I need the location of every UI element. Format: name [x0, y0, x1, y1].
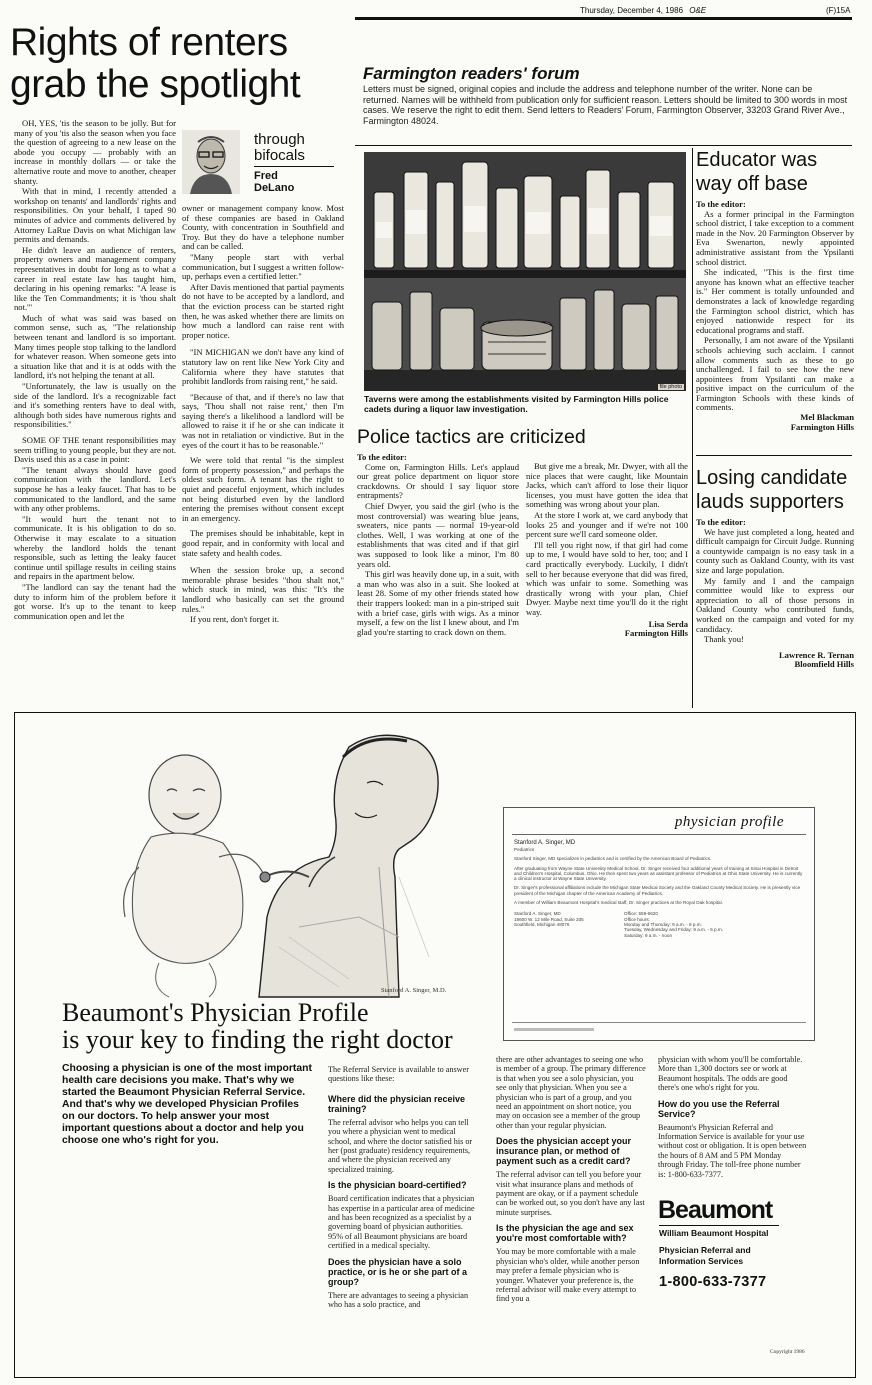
ad-headline-line-2: is your key to finding the right doctor — [62, 1025, 453, 1054]
renters-paragraph: "The tenant always should have good communication with the landlord. Let's suppose he has a leaky faucet. That has to be communicated to the landlord, and the same with any other problems. — [14, 464, 176, 514]
renters-headline-line-2: grab the spotlight — [10, 63, 301, 106]
profile-hours-line: Saturday: 9 a.m. - noon — [624, 932, 673, 938]
profile-card-body — [514, 840, 806, 938]
renters-paragraph: owner or management company know. Most of these companies are based in Oakland County, with concentration in Southfield and Troy. But they do have a telephone number and can be called. — [182, 204, 344, 252]
renters-paragraph: With that in mind, I recently attended a workshop on tenants' and landlords' rights and responsibilities. On your behalf, I taped 90 minutes of advice and comments delivered by Attorney LaRue Davis on what Michigan law permits and demands. — [14, 186, 176, 245]
doctor-baby-photo — [99, 717, 509, 999]
educator-salutation: To the editor: — [696, 199, 746, 209]
police-paragraph: Come on, Farmington Hills. Let's applaud our great police department on liquor store crackdowns. Or should I say liquor store entrapments? — [357, 461, 519, 501]
profile-card-title: physician profile — [674, 814, 784, 830]
ad-paragraph: The Referral Service is available to answer questions like these: — [328, 1065, 469, 1084]
ad-paragraph: The referral advisor who helps you can tell you where a physician went to medical school, and where the doctor satisfied his or her (post graduate) residency requirements, and where the physician received any specialized training. — [328, 1117, 473, 1174]
candidate-headline-line-2: lauds supporters — [696, 491, 844, 513]
service-name-line-2: Information Services — [659, 1256, 744, 1266]
ad-question: Is the physician the age and sex you're most comfortable with? — [496, 1223, 634, 1244]
profile-card-footer-mark — [514, 1028, 594, 1031]
renters-paragraph: Much of what was said was based on common sense, such as, "The relationship between tenant and landlord is so important. Many times people stop talking to the landlord for whatever reason. When someone gets into a situation like that and it is at odds with the landlord, it's not helping the tenant at all. — [14, 312, 176, 381]
ad-question: Is the physician board-certified? — [328, 1180, 467, 1191]
educator-paragraph: She indicated, "This is the first time anyone has known what an effective teacher is." Her comment is totally unfounded and demonstrates a lack of knowledge regarding the Farmington school district, which has enjoyed nationwide respect for its educational programs and staff. — [696, 267, 854, 335]
ad-question: How do you use the Referral Service? — [658, 1098, 780, 1119]
column-logo-rule — [254, 166, 334, 167]
copyright: Copyright 1986 — [770, 1349, 805, 1355]
date-text: Thursday, December 4, 1986 — [580, 6, 684, 15]
referral-phone[interactable]: 1-800-633-7377 — [659, 1274, 767, 1290]
renters-paragraph: "It would hurt the tenant not to communicate. It is his obligation to do so. Otherwise it may escalate to a situation whereby the landlord holds the tenant responsible, such as letting the leaky faucet continue until spillage results in ceiling stains and repairs in the apartment below. — [14, 513, 176, 582]
renters-paragraph: "Because of that, and if there's no law that says, 'Thou shall not raise rent,' then I'm saying there's a likelihood a landlord will be allowed to raise it if he or she can indicate it was not in retaliation or vindictive. But in the eyes of the court it has to be reasonable." — [182, 391, 344, 450]
renters-paragraph: "The landlord can say the tenant had the duty to inform him of the problem before it got worse. It's up to the tenant to keep communication open and let the — [14, 581, 176, 621]
profile-office-phone: Office: 559-6620 — [624, 911, 658, 917]
forum-notice: Letters must be signed, original copies and include the address and telephone number of the writer. None can be returned. Names will be withheld from publication only for sufficient reason. Letters should be limited to 300 words in most cases. We reserve the right to edit them. Send letters to Readers' Forum, Farmington Observer, 33203 Grand River Ave., Farmington 48024. — [363, 84, 848, 126]
police-column-1 — [357, 453, 519, 637]
column-name — [254, 132, 305, 164]
bottom-margin — [0, 1380, 872, 1385]
column-name-line-1: through — [254, 131, 305, 148]
ad-column-2 — [328, 1065, 478, 1310]
physician-profile-card — [503, 807, 815, 1041]
ad-intro: Choosing a physician is one of the most important health care decisions you make. That's why we started the Beaumont Physician Referral Service. And that's why we developed Physician Profiles on our doctors. To help answer your most important questions about a doctor and help you choose one who's right for you. — [62, 1063, 312, 1146]
profile-text-line: After graduating from Wayne State University Medical School, Dr. Singer received four additional years of training at Sinai Hospital in Detroit and Children's Hospital, Columbus, Ohio. He then spent two years as assistant professor of Pediatrics at Ohio State University. He is currently a clinical instructor at Wayne State University. — [514, 865, 803, 882]
police-column-2 — [526, 462, 688, 639]
renters-paragraph: After Davis mentioned that partial payments do not have to be accepted by a landlord, and that the eviction process can be started right then, he was asked whether there are limits on how much a landlord can raise rent with proper notice. — [182, 281, 344, 340]
ad-paragraph: Board certification indicates that a physician has expertise in a particular area of medicine and has been recognized as a specialist by a governing board of physician authorities. 95% of all Beaumont physicians are board certified in a medical specialty. — [328, 1194, 475, 1251]
profile-card-footer-rule — [512, 1022, 806, 1023]
police-signer-town: Farmington Hills — [624, 628, 688, 639]
profile-text-line: Dr. Singer's professional affiliations include the Michigan State Medical Society and the Oakland County Medical Society. He is presently vice president of the Michigan chapter of the American Academy of Pediatrics. — [514, 885, 801, 896]
profile-address-line: 18600 W. 12 Mile Road, Suite 205 — [514, 916, 584, 922]
tavern-photo — [364, 152, 686, 391]
profile-hours-line: Monday and Thursday: 9 a.m. - 8 p.m. — [624, 921, 702, 927]
forum-column-divider — [692, 148, 693, 708]
renters-paragraph: We were told that rental "is the simplest form of property possession," and perhaps the oldest such form. A tenant has the right to quiet and peaceful enjoyment, which includes not being disturbed even by the landlord entering the premises without consent except in an emergency. — [182, 455, 344, 523]
profile-hours — [624, 911, 804, 937]
renters-paragraph: "IN MICHIGAN we don't have any kind of statutory law on rent like New York City and California where they have statutes that prohibit landlords from raising rent," he said. — [182, 347, 344, 387]
date-line — [580, 6, 706, 15]
beaumont-logo: Beaumont — [658, 1196, 773, 1224]
renters-paragraph: "Many people start with verbal communication, but I suggest a written follow-up, perhaps even a certified letter." — [182, 251, 344, 282]
profile-text-line: A member of William Beaumont Hospital's medical staff, Dr. Singer practices at the Royal Oak hospital. — [514, 900, 723, 906]
photo-caption: Taverns were among the establishments visited by Farmington Hills police cadets during a liquor law investigation. — [364, 394, 669, 414]
police-paragraph: But give me a break, Mr. Dwyer, with all the nice places that were caught, like Mountain Jacks, which can't afford to lose their liquor licenses, you must have gotten the idea that something was wrong about your plan. — [526, 461, 688, 510]
column-name-line-2: bifocals — [254, 147, 305, 164]
renters-paragraph: "Unfortunately, the law is usually on the side of the landlord. It's a recognizable fact and it's something renters have to deal with, although both sides have numerous rights and responsibilities." — [14, 381, 176, 430]
hospital-name: William Beaumont Hospital — [659, 1228, 769, 1238]
candidate-signer-town: Bloomfield Hills — [794, 659, 854, 670]
educator-headline-line-1: Educator was — [696, 149, 818, 171]
police-paragraph: At the store I work at, we card anybody that looks 25 and younger and if we're not 100 percent sure we'll card someone older. — [526, 509, 688, 540]
renters-paragraph: If you rent, don't forget it. — [190, 614, 279, 625]
columnist-photo — [182, 130, 240, 194]
service-name — [659, 1245, 751, 1267]
page-number: (F)15A — [826, 6, 851, 15]
candidate-paragraph: Thank you! — [704, 634, 744, 645]
ad-question: Where did the physician receive training? — [328, 1093, 466, 1114]
renters-paragraph: SOME OF THE tenant responsibilities may seem trifling to young people, but they are not. Davis used this as a case in point: — [14, 435, 176, 465]
profile-card-rule — [512, 834, 806, 835]
profile-contact — [514, 911, 806, 937]
educator-headline — [696, 148, 817, 196]
renters-column-1 — [14, 119, 176, 707]
candidate-headline — [696, 466, 847, 514]
educator-paragraph: Personally, I am not aware of the Ypsilanti schools achieving such acclaim. I cannot allow comments such as these to go unchallenged. I fail to see how the new appointees from Ypsilanti can make a positive impact on the curriculum of the Farmington Schools with these kinds of comments. — [696, 335, 854, 413]
column-logo — [180, 130, 334, 194]
profile-specialty: Pediatrics — [514, 847, 535, 852]
renters-paragraph: He didn't leave an audience of renters, property owners and management company representatives in doubt for long as to what a career in real estate law has taught him, declaring in his opening remarks: "A lease is like the Ten Commandments; it is 'thou shalt not.'" — [14, 244, 176, 313]
profile-address-line: Stanford A. Singer, MD — [514, 911, 561, 917]
ad-paragraph: There are advantages to seeing a physician who has a solo practice, and — [328, 1290, 469, 1310]
renters-paragraph: OH, YES, 'tis the season to be jolly. But for many of you 'tis also the season when you face the question of agreeing to a new lease on the abode you occupy — probably with an increase in monthly dollars — or take the alternative route and move to another, cheaper shanty. — [14, 119, 176, 186]
police-headline: Police tactics are criticized — [357, 426, 586, 448]
author-first-name: Fred — [254, 170, 278, 182]
renters-paragraph: The premises should be inhabitable, kept in good repair, and in conformity with local and state safety and health codes. — [182, 528, 344, 558]
photo-credit: file photo — [659, 384, 682, 390]
police-paragraph: I'll tell you right now, if that girl had come up to me, I would have sold to her, too; and I card practically everybody. Luckily, I didn't sell to her because everyone that did was fired, which was unfair to some. Something was drastically wrong with your plan, Chief Dwyer. Maybe next time you'll do it the right way. — [526, 539, 688, 617]
police-salutation: To the editor: — [357, 452, 407, 462]
beaumont-ad — [14, 712, 856, 1378]
ad-question: Does the physician have a solo practice, or is he or she part of a group? — [328, 1256, 468, 1287]
author-last-name: DeLano — [254, 182, 295, 194]
masthead-rule — [355, 17, 852, 20]
beaumont-logo-rule — [659, 1225, 779, 1226]
column-author — [254, 170, 294, 194]
renters-headline — [10, 22, 350, 106]
educator-paragraph: As a former principal in the Farmington school district, I take exception to a comment made in the Nov. 20 Farmington Observer by Eva Swenarton, newly appointed administrative assistant from the Ypsilanti school district. — [696, 208, 854, 267]
candidate-body — [696, 518, 854, 670]
renters-headline-line-1: Rights of renters — [10, 21, 288, 64]
ad-headline — [62, 999, 453, 1053]
ad-headline-line-1: Beaumont's Physician Profile — [62, 998, 369, 1027]
service-name-line-1: Physician Referral and — [659, 1245, 751, 1255]
candidate-signer: Lawrence R. Ternan — [778, 649, 854, 660]
profile-hours-line: Tuesday, Wednesday and Friday: 9 a.m. - 5 p.m. — [624, 927, 723, 933]
ad-paragraph: You may be more comfortable with a male physician who's older, while another person may prefer a female physician who is younger. Whatever your preference is, the referral advisor will make every attempt to find you a — [496, 1247, 640, 1304]
forum-title: Farmington readers' forum — [363, 64, 580, 83]
candidate-paragraph: My family and I and the campaign committee would like to express our appreciation to all of those persons in Oakland County who contributed funds, worked on the campaign and voted for my candidacy. — [696, 575, 854, 634]
police-signer: Lisa Serda — [648, 618, 688, 629]
candidate-salutation: To the editor: — [696, 517, 746, 527]
profile-doctor-name: Stanford A. Singer, MD — [514, 840, 576, 846]
profile-address-line: Southfield, Michigan 48076 — [514, 921, 570, 927]
ad-paragraph: The referral advisor can tell you before your visit what insurance plans and methods of payment are okay, or if a payment schedule can be worked out, so you don't have any last minute surprises. — [496, 1170, 645, 1217]
renters-paragraph: When the session broke up, a second memorable phrase besides "thou shalt not," which stuck in mind, was this: "It's the landlord who basically can set the ground rules." — [182, 565, 344, 614]
ad-column-3 — [496, 1055, 646, 1304]
renters-column-2 — [182, 204, 344, 707]
forum-rule — [355, 145, 852, 146]
candidate-paragraph: We have just completed a long, heated and difficult campaign for Circuit Judge. Running a countywide campaign is no easy task in a county such as Oakland County, with its vast size and large population. — [696, 526, 854, 575]
educator-rule — [696, 455, 852, 456]
ad-paragraph: there are other advantages to seeing one who is member of a group. The primary difference is that when you see a solo physician, you see only that physician. When you see a physician who is part of a group, and you need an appointment on short notice, you may on occasion see a member of the group other than your regular physician. — [496, 1055, 646, 1130]
educator-signer-town: Farmington Hills — [790, 421, 854, 432]
educator-body — [696, 200, 854, 432]
educator-headline-line-2: way off base — [696, 173, 808, 195]
ad-column-4 — [658, 1055, 808, 1179]
police-paragraph: This girl was heavily done up, in a suit, with a man who was also in a suit. She looked at least 28. Some of my other friends stated how their trappers looked: man in a pin-striped suit with a brief case, girls with wigs. As a minor myself, a few on the list I knew about, and I'm glad you're starting to crack down on them. — [357, 569, 519, 637]
candidate-headline-line-1: Losing candidate — [696, 467, 848, 489]
ad-paragraph: Beaumont's Physician Referral and Information Service is available for your use without cost or obligation. It is open between the hours of 8 AM and 5 PM Monday through Friday. The toll-free phone number is: 1-800-633-7377. — [658, 1122, 807, 1179]
profile-hours-line: Office hours: — [624, 916, 650, 922]
profile-address — [514, 911, 624, 937]
ad-paragraph: physician with whom you'll be comfortable. More than 1,300 doctors see or work at Beaumont hospitals. The odds are good there's one who's right for you. — [658, 1055, 803, 1093]
ad-question: Does the physician accept your insurance plan, or method of payment such as a credit card? — [496, 1136, 632, 1167]
educator-signer: Mel Blackman — [800, 412, 854, 423]
profile-text-line: Stanford Singer, MD specializes in pediatrics and is certified by the American Board of Pediatrics. — [514, 856, 712, 862]
photo-caption-doctor: Stanford A. Singer, M.D. — [381, 987, 447, 994]
section-label: O&E — [689, 6, 707, 15]
police-paragraph: Chief Dwyer, you said the girl (who is the most controversial) was wearing blue jeans, sweaters, nice pants — normal 19-year-old clothes. Well, I was working at one of the establishments that was cited and if that girl was supposed to look like a minor, I'm 80 years old. — [357, 500, 519, 569]
